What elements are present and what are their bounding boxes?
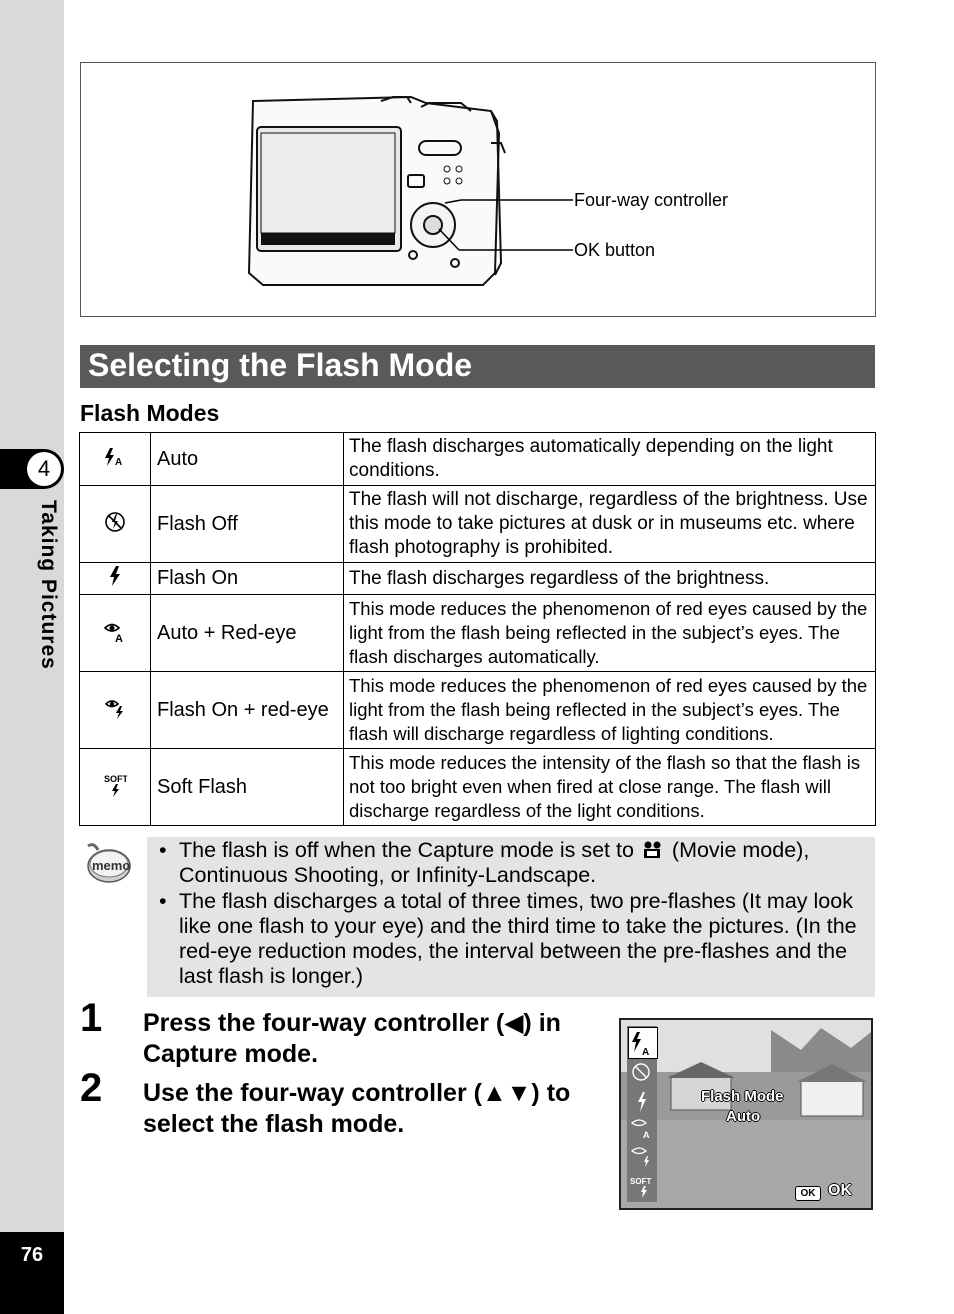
mode-description: This mode reduces the phenomenon of red eyes caused by the light from the flash being reflected in the subject’s eyes. The flash discharges automatically. xyxy=(344,595,876,672)
movie-mode-icon xyxy=(640,840,666,860)
step-text: Use the four-way controller (▲▼) to select the flash mode. xyxy=(143,1079,571,1138)
flash-modes-heading: Flash Modes xyxy=(80,400,220,426)
mode-description: This mode reduces the phenomenon of red eyes caused by the light from the flash being reflected in the subject’s eyes. The flash will discharge regardless of lighting conditions. xyxy=(344,672,876,749)
mode-description: The flash discharges automatically depending on the light conditions. xyxy=(344,433,876,486)
mode-name: Auto + Red-eye xyxy=(151,595,344,672)
flash-mode-menu-icons xyxy=(627,1026,657,1202)
camera-illustration xyxy=(80,62,876,317)
section-banner xyxy=(80,345,875,388)
ok-button-icon[interactable]: OK xyxy=(795,1186,821,1201)
flash-off-icon xyxy=(80,486,151,563)
screen-selected-value: Auto xyxy=(726,1108,761,1125)
table-row xyxy=(80,486,876,563)
soft-flash-icon xyxy=(80,749,151,826)
mode-name: Flash On xyxy=(151,563,344,595)
page-number: 76 xyxy=(20,1244,44,1266)
step-number: 2 xyxy=(80,1066,103,1110)
mode-name: Flash Off xyxy=(151,486,344,563)
four-way-controller-callout: Four-way controller xyxy=(574,190,729,210)
mode-description: The flash will not discharge, regardless of the brightness. Use this mode to take pictures at dusk or in museums etc. where flash photography is prohibited. xyxy=(344,486,876,563)
memo-text: The flash is off when the Capture mode is set to xyxy=(179,838,634,862)
table-row xyxy=(80,595,876,672)
chapter-number: 4 xyxy=(27,452,61,486)
list-item xyxy=(157,838,869,888)
list-item: • The flash discharges a total of three times, two pre-flashes (It may look like one flash to your eye) and the third time to take the pictures. (In the red-eye reduction modes, the interval between the pre-flashes and the last flash is longer.) xyxy=(157,889,869,989)
table-row xyxy=(80,563,876,595)
mode-name: Flash On + red-eye xyxy=(151,672,344,749)
memo-text: (Movie mode), Continuous Shooting, or Infinity-Landscape. xyxy=(179,838,810,887)
step-text: Press the four-way controller (◀) in Capture mode. xyxy=(143,1009,561,1068)
menu-auto-letter: A xyxy=(642,1047,650,1058)
memo-icon xyxy=(84,840,132,891)
section-title: Selecting the Flash Mode xyxy=(88,347,473,383)
flash-auto-icon xyxy=(80,433,151,486)
mode-description: The flash discharges regardless of the brightness. xyxy=(344,563,876,595)
flash-auto-letter: A xyxy=(115,456,123,468)
flash-on-icon xyxy=(80,563,151,595)
auto-red-eye-icon xyxy=(80,595,151,672)
menu-soft-letters: SOFT xyxy=(630,1177,652,1186)
table-row xyxy=(80,672,876,749)
table-row xyxy=(80,749,876,826)
ok-button-drawing xyxy=(424,216,442,234)
mode-name: Auto xyxy=(151,433,344,486)
flash-on-red-eye-icon xyxy=(80,672,151,749)
red-eye-auto-letter: A xyxy=(115,632,123,643)
mode-description: This mode reduces the intensity of the flash so that the flash is not too bright even when fired at close range. The flash will discharge regardless of the light conditions. xyxy=(344,749,876,826)
lcd-screen xyxy=(619,1018,873,1210)
camera-back-drawing xyxy=(81,63,875,316)
chapter-title: Taking Pictures xyxy=(37,500,60,670)
ok-button-callout: OK button xyxy=(574,240,656,260)
menu-red-eye-auto-letter: A xyxy=(643,1130,650,1140)
screen-title: Flash Mode xyxy=(701,1088,784,1105)
soft-flash-letters: SOFT xyxy=(104,773,127,784)
memo-list xyxy=(157,838,869,990)
memo-label: memo xyxy=(92,858,131,873)
flash-modes-table xyxy=(79,432,876,826)
table-row xyxy=(80,433,876,486)
step-number: 1 xyxy=(80,996,103,1040)
ok-label: OK xyxy=(828,1182,852,1199)
mode-name: Soft Flash xyxy=(151,749,344,826)
